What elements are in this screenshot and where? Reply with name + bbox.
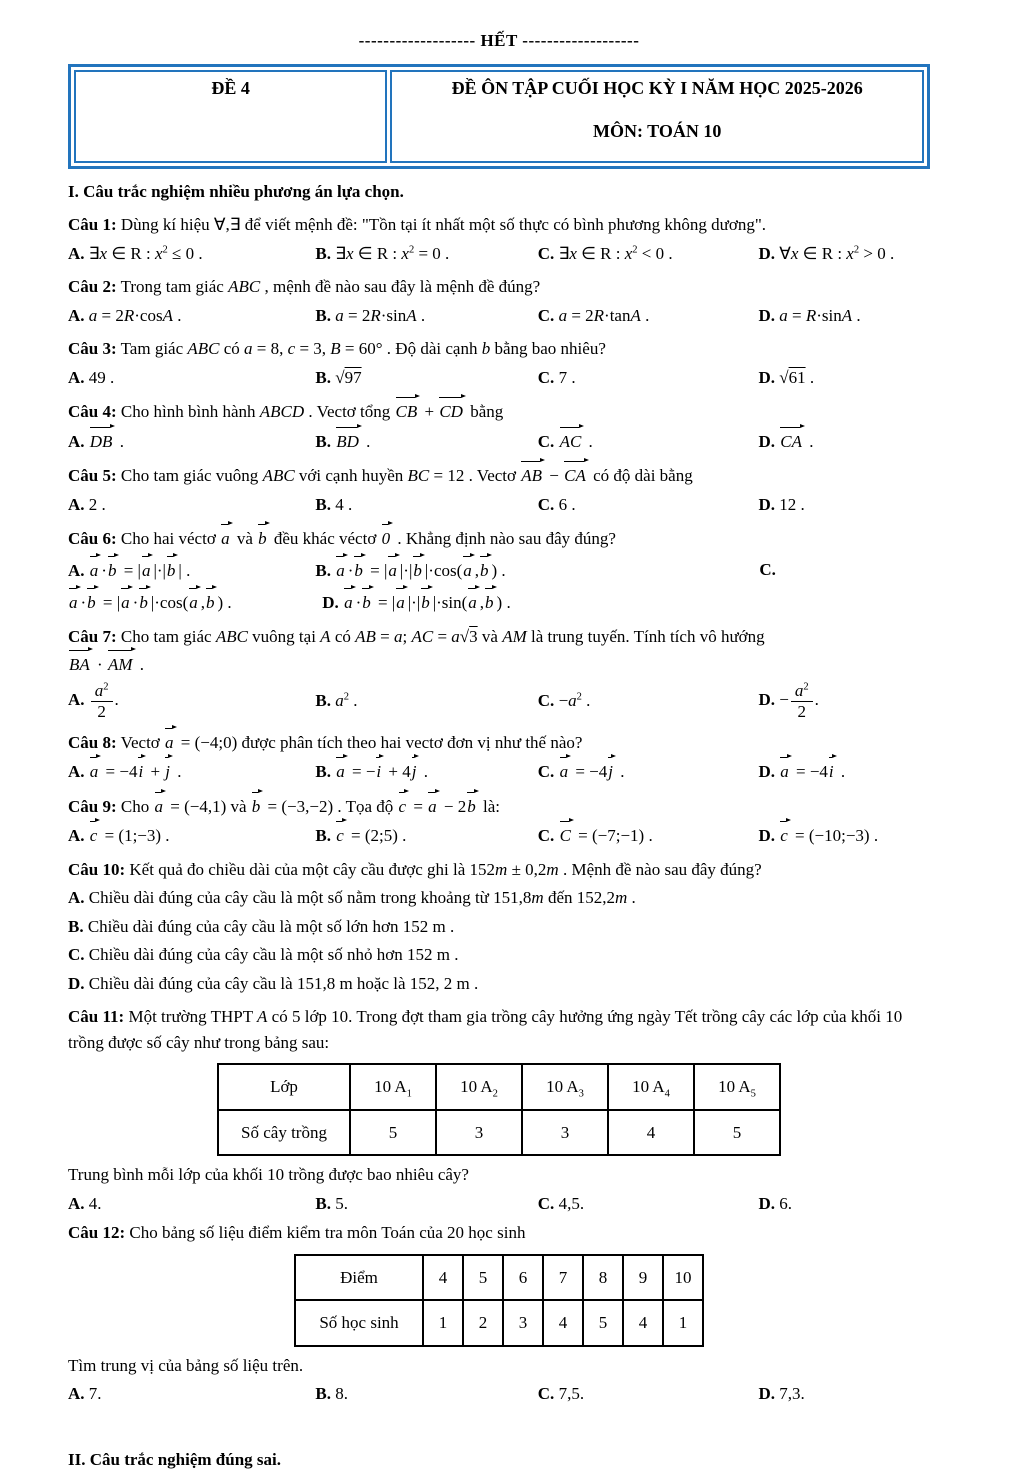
q11-option-b: B. 5. [315, 1193, 348, 1213]
q9-option-a: A. c = (1;−3) . [68, 822, 315, 849]
q8-options [68, 758, 930, 785]
q9-text: Câu 9: Cho a = (−4,1) và b = (−3,−2) . Tọa độ c = a − 2b là: [68, 793, 930, 820]
q8-option-b: B. a = −i + 4j . [315, 758, 537, 785]
q2-options [68, 303, 930, 329]
q5-text: Câu 5: Cho tam giác vuông ABC với cạnh huyền BC = 12 . Vectơ AB − CA có độ dài bằng [68, 462, 930, 489]
q12-table-header-row [295, 1255, 703, 1301]
q7-text: Câu 7: Cho tam giác ABC vuông tại A có AB = a; AC = a√3 và AM là trung tuyến. Tính tích vô hướng [68, 626, 765, 646]
q11-post-text: Trung bình mỗi lớp của khối 10 trồng được bao nhiêu cây? [68, 1165, 469, 1185]
table-cell: 6 [503, 1255, 543, 1301]
q8-text: Câu 8: Vectơ a = (−4;0) được phân tích theo hai vectơ đơn vị như thế nào? [68, 729, 930, 756]
table-cell: 1 [663, 1300, 703, 1346]
q8-option-a: A. a = −4i + j . [68, 758, 315, 785]
table-cell: Điểm [295, 1255, 423, 1301]
q11-option-a: A. 4. [68, 1193, 102, 1213]
q12-table-data-row [295, 1300, 703, 1346]
q4-option-b: B. BD . [315, 428, 537, 455]
q10-option-d: D. Chiều dài đúng của cây cầu là 151,8 m hoặc là 152, 2 m . [68, 973, 479, 993]
section-1-heading: I. Câu trắc nghiệm nhiều phương án lựa chọn. [68, 181, 404, 201]
q6-option-c-formula: a ·b = |a ·b |·cos(a ,b ) . [68, 589, 322, 616]
q11-table-data-row [218, 1110, 780, 1156]
table-cell: 3 [522, 1110, 608, 1156]
q6-option-d: D. a ·b = |a |·|b |·sin(a ,b ) . [322, 589, 930, 616]
table-cell: 4 [423, 1255, 463, 1301]
q6-options-row2 [68, 589, 930, 616]
table-cell: Lớp [218, 1064, 350, 1110]
q7-option-d: D. − $\frac{a^2}{2}$ . [758, 680, 819, 721]
q12-option-b: B. 8. [315, 1384, 348, 1404]
section-2-heading: II. Câu trắc nghiệm đúng sai. [68, 1449, 282, 1469]
table-cell: 9 [623, 1255, 663, 1301]
q6-option-c-label: C. [759, 560, 776, 579]
q10-text: Câu 10: Kết quả đo chiều dài của một cây cầu được ghi là 152m ± 0,2m . Mệnh đề nào sau đây đúng? [68, 859, 762, 879]
q2-option-c: C. a = 2R·tanA . [537, 305, 650, 325]
q11-text: Câu 11: Một trường THPT A có 5 lớp 10. Trong đợt tham gia trồng cây hưởng ứng ngày Tết trồng cây các lớp của khối 10 trồng được số cây như trong bảng sau: [68, 1007, 903, 1052]
q11-table-header-row [218, 1064, 780, 1110]
q8-option-c: C. a = −4j . [538, 758, 759, 785]
q4-text: Câu 4: Cho hình bình hành ABCD . Vectơ tổng CB + CD bằng [68, 398, 930, 425]
q11-options [68, 1191, 930, 1217]
q12-table [294, 1254, 704, 1347]
table-cell: 1 [423, 1300, 463, 1346]
table-cell: 8 [583, 1255, 623, 1301]
q5-option-d: D. 12 . [758, 494, 805, 514]
exam-code: ĐỀ 4 [74, 70, 387, 163]
q12-text: Câu 12: Cho bảng số liệu điểm kiểm tra môn Toán của 20 học sinh [68, 1223, 526, 1243]
q2-option-d: D. a = R·sinA . [758, 305, 861, 325]
exam-header-table [68, 64, 930, 169]
table-cell: 10 $A_5$ [694, 1064, 780, 1110]
q3-option-c: C. 7 . [537, 367, 576, 387]
table-cell: 10 $A_3$ [522, 1064, 608, 1110]
table-cell: 3 [436, 1110, 522, 1156]
q5-options [68, 492, 930, 518]
q1-text: Câu 1: Dùng kí hiệu ∀,∃ để viết mệnh đề: "Tồn tại ít nhất một số thực có bình phương không dương". [68, 215, 767, 234]
q10-option-a: A. Chiều dài đúng của cây cầu là một số nằm trong khoảng từ 151,8m đến 152,2m . [68, 888, 636, 908]
q4-options [68, 428, 930, 455]
q6-option-a: A. a ·b = |a |·|b | . [68, 557, 315, 584]
q7-options [68, 681, 930, 721]
end-marker: ------------------- HẾT ------------------- [358, 31, 640, 50]
q3-text: Câu 3: Tam giác ABC có a = 8, c = 3, B = 60° . Độ dài cạnh b bằng bao nhiêu? [68, 339, 606, 358]
exam-title: ĐỀ ÔN TẬP CUỐI HỌC KỲ I NĂM HỌC 2025-2026 [451, 77, 863, 98]
q10-option-b: B. Chiều dài đúng của cây cầu là một số lớn hơn 152 m . [68, 916, 455, 936]
q3-options [68, 365, 930, 391]
q7-option-b: B. $a^2$ . [315, 690, 358, 710]
q10-option-c: C. Chiều dài đúng của cây cầu là một số nhỏ hơn 152 m . [68, 945, 459, 965]
q12-post-text: Tìm trung vị của bảng số liệu trên. [68, 1355, 304, 1375]
q11-option-c: C. 4,5. [537, 1193, 585, 1213]
table-cell: 10 $A_4$ [608, 1064, 694, 1110]
q7-option-a: A. $\frac{a^2}{2}$ . [68, 680, 119, 721]
exam-title-cell [390, 70, 924, 163]
q6-options-row1 [68, 557, 930, 584]
q11-table [217, 1063, 781, 1156]
q12-options [68, 1381, 930, 1407]
q4-option-d: D. CA . [758, 428, 930, 455]
table-cell: 10 $A_2$ [436, 1064, 522, 1110]
q6-text: Câu 6: Cho hai véctơ a và b đều khác véctơ 0 . Khẳng định nào sau đây đúng? [68, 525, 930, 552]
q8-option-d: D. a = −4i . [758, 758, 930, 785]
q1-option-d: D. ∀x ∈ R : $x^2 > 0$ . [758, 243, 895, 263]
table-cell: Số cây trồng [218, 1110, 350, 1156]
q1-option-a: A. ∃x ∈ R : $x^2 \le 0$ . [68, 243, 203, 263]
table-cell: 4 [543, 1300, 583, 1346]
q9-option-d: D. c = (−10;−3) . [758, 822, 930, 849]
table-cell: 5 [350, 1110, 436, 1156]
q5-option-c: C. 6 . [537, 494, 576, 514]
q4-option-c: C. AC . [538, 428, 759, 455]
q5-option-a: A. 2 . [68, 494, 106, 514]
q9-options [68, 822, 930, 849]
q7-text-line2: BA · AM . [68, 651, 930, 678]
table-cell: 2 [463, 1300, 503, 1346]
q2-option-b: B. a = 2R·sinA . [315, 305, 426, 325]
q3-option-d: D. √61 . [758, 367, 815, 387]
table-cell: 5 [463, 1255, 503, 1301]
q11-option-d: D. 6. [758, 1193, 792, 1213]
table-cell: 4 [623, 1300, 663, 1346]
table-cell: 7 [543, 1255, 583, 1301]
q7-option-c: C. $-a^2$ . [537, 690, 591, 710]
q12-option-c: C. 7,5. [537, 1384, 585, 1404]
q1-option-c: C. ∃x ∈ R : $x^2 < 0$ . [537, 243, 673, 263]
q2-option-a: A. a = 2R·cosA . [68, 305, 182, 325]
q3-option-b: B. √97 [315, 367, 362, 387]
q3-option-a: A. 49 . [68, 367, 115, 387]
table-cell: 10 [663, 1255, 703, 1301]
q1-option-b: B. ∃x ∈ R : $x^2 = 0$ . [315, 243, 450, 263]
q6-option-b: B. a ·b = |a |·|b |·cos(a ,b ) . [315, 557, 759, 584]
q4-option-a: A. DB . [68, 428, 315, 455]
q1-options [68, 241, 930, 267]
table-cell: 10 $A_1$ [350, 1064, 436, 1110]
q9-option-c: C. C = (−7;−1) . [538, 822, 759, 849]
table-cell: 4 [608, 1110, 694, 1156]
q12-option-d: D. 7,3. [758, 1384, 805, 1404]
table-cell: 5 [583, 1300, 623, 1346]
q12-option-a: A. 7. [68, 1384, 102, 1404]
q9-option-b: B. c = (2;5) . [315, 822, 537, 849]
exam-subject: MÔN: TOÁN 10 [593, 120, 722, 141]
table-cell: 3 [503, 1300, 543, 1346]
table-cell: Số học sinh [295, 1300, 423, 1346]
q2-text: Câu 2: Trong tam giác ABC , mệnh đề nào sau đây là mệnh đề đúng? [68, 277, 541, 296]
table-cell: 5 [694, 1110, 780, 1156]
q5-option-b: B. 4 . [315, 494, 353, 514]
